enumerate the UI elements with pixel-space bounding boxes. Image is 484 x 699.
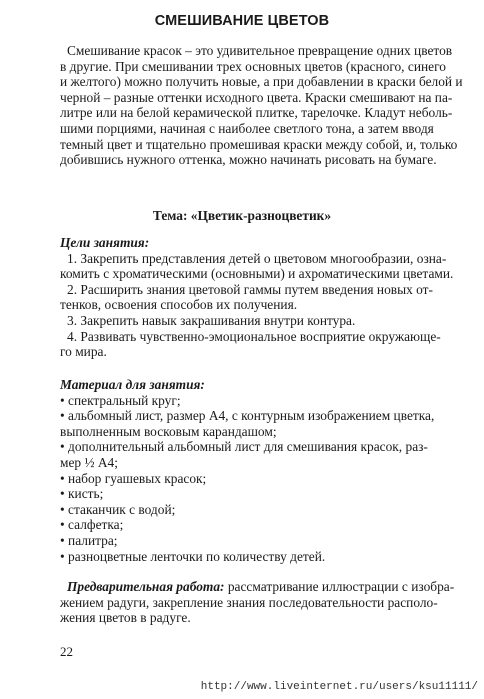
materials-line: • дополнительный альбомный лист для смешивания красок, раз-: [60, 439, 428, 455]
materials-line: мер ½ А4;: [60, 454, 118, 470]
intro-line: добившись нужного оттенка, можно начинать рисовать на бумаге.: [60, 152, 437, 168]
goals-line: 1. Закрепить представления детей о цветовом многообразии, озна-: [67, 250, 447, 266]
intro-line: шими порциями, начиная с наиболее светлого тона, а затем вводя: [60, 120, 434, 136]
materials-line: • альбомный лист, размер А4, с контурным изображением цветка,: [60, 408, 435, 424]
materials-line: • стаканчик с водой;: [60, 501, 176, 517]
source-url-watermark: http://www.liveinternet.ru/users/ksu11111/: [200, 681, 478, 693]
goals-heading: Цели занятия:: [60, 235, 150, 250]
materials-line: выполненным восковым карандашом;: [60, 423, 277, 439]
goals-line: 3. Закрепить навык закрашивания внутри контура.: [67, 312, 356, 328]
goals-line: комить с хроматическими (основными) и ахроматическими цветами.: [60, 266, 454, 282]
page-number: 22: [60, 644, 73, 659]
materials-section: [60, 377, 450, 564]
prep-line: жением радуги, закрепление знания последовательности располо-: [60, 594, 438, 610]
intro-line: черной – разные оттенки исходного цвета. Краски смешивают на па-: [60, 89, 453, 105]
prep-first-line: [60, 579, 455, 595]
goals-line: тенков, освоения способов их получения.: [60, 297, 298, 313]
materials-line: • палитра;: [60, 532, 118, 548]
materials-heading: Материал для занятия:: [60, 377, 205, 392]
intro-line: темный цвет и тщательно промешивая краски между собой, и, только: [60, 136, 458, 152]
materials-line: • разноцветные ленточки по количеству детей.: [60, 548, 326, 564]
prep-section: [60, 579, 455, 626]
materials-line: • набор гуашевых красок;: [60, 470, 207, 486]
intro-line: и желтого) можно получить новые, а при добавлении в краски белой и: [60, 74, 463, 90]
goals-line: 2. Расширить знания цветовой гаммы путем введения новых от-: [67, 281, 433, 297]
intro-line: литре или на белой керамической плитке, тарелочке. Кладут неболь-: [60, 105, 453, 121]
prep-first-line-text: рассматривание иллюстрации с изобра-: [224, 579, 455, 594]
goals-line: го мира.: [60, 344, 107, 360]
materials-line: • спектральный круг;: [60, 392, 181, 408]
lesson-theme: Тема: «Цветик-разноцветик»: [152, 208, 332, 223]
goals-line: 4. Развивать чувственно-эмоциональное восприятие окружающе-: [67, 328, 441, 344]
goals-section: [60, 235, 454, 360]
materials-line: • салфетка;: [60, 517, 124, 533]
intro-line: Смешивание красок – это удивительное превращение одних цветов: [67, 43, 453, 58]
intro-line: в другие. При смешивании трех основных цветов (красного, синего: [60, 58, 446, 74]
materials-line: • кисть;: [60, 486, 104, 502]
prep-heading: Предварительная работа:: [67, 579, 225, 594]
page-title: СМЕШИВАНИЕ ЦВЕТОВ: [154, 13, 330, 29]
prep-line: жения цветов в радуге.: [60, 610, 191, 626]
intro-paragraph: [60, 43, 463, 168]
